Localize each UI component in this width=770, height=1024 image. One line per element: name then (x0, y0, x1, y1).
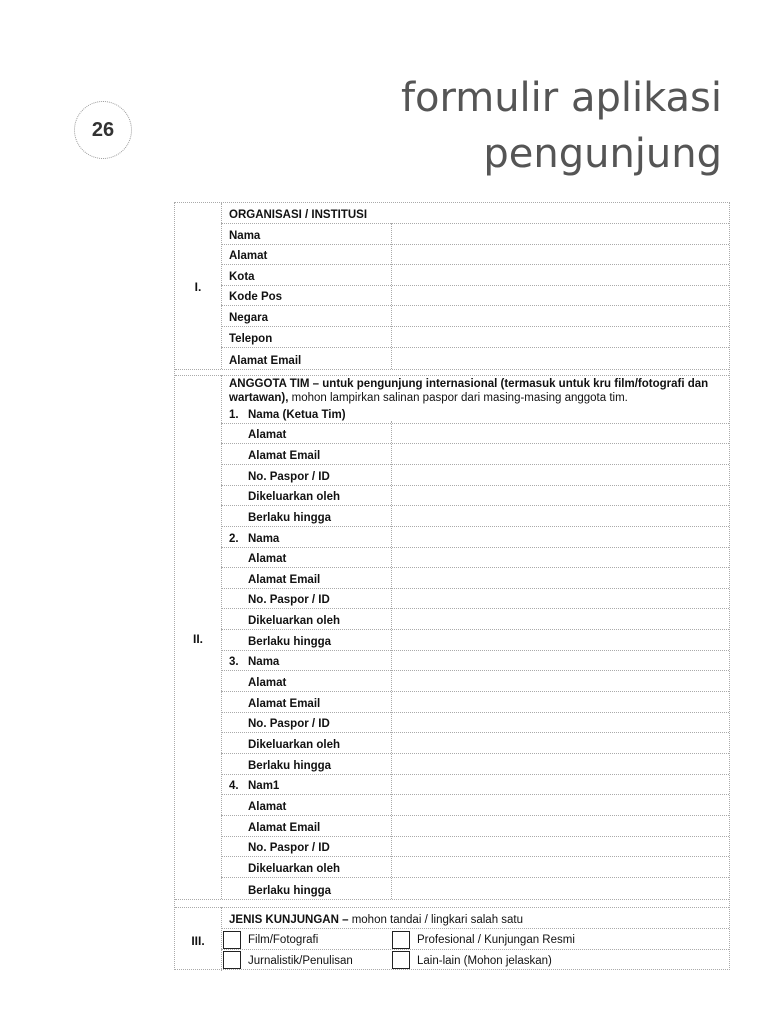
member-3-field-input[interactable] (391, 671, 729, 691)
member-4-name-label: Nam1 (248, 780, 280, 793)
option-other-label: Lain-lain (Mohon jelaskan) (417, 955, 552, 967)
section-separator-1b (175, 375, 729, 376)
member-3-name-row (221, 651, 729, 672)
member-2-field-label: Dikeluarkan oleh (248, 615, 341, 628)
section-2-intro (229, 377, 729, 405)
member-1-field-label: Berlaku hingga (248, 511, 332, 524)
member-1-field-row (221, 424, 729, 445)
section-3-header (229, 914, 523, 926)
member-1-field-label: Alamat Email (248, 449, 321, 462)
page-title (401, 70, 722, 182)
member-4-field-input[interactable] (391, 816, 729, 836)
section-3-header-row (221, 907, 729, 929)
page-number: 26 (74, 101, 132, 159)
member-1-name-row (221, 403, 729, 424)
member-2-field-input[interactable] (391, 630, 729, 650)
member-3-field-row (221, 671, 729, 692)
member-1-field-label: Alamat (248, 429, 287, 442)
member-3-field-input[interactable] (391, 692, 729, 712)
section-3-header-bold: JENIS KUNJUNGAN – (229, 914, 349, 926)
org-city-field[interactable] (391, 265, 729, 285)
member-4-field-input[interactable] (391, 795, 729, 815)
member-3-field-row (221, 713, 729, 734)
member-3-field-input[interactable] (391, 733, 729, 753)
member-4-field-label: Alamat Email (248, 821, 321, 834)
title-line-1: formulir aplikasi (400, 75, 722, 121)
member-4-field-row (221, 816, 729, 837)
section-3-header-rest: mohon tandai / lingkari salah satu (348, 914, 524, 926)
member-4-field-row (221, 878, 729, 899)
org-name-field[interactable] (391, 224, 729, 244)
member-3-field-input[interactable] (391, 754, 729, 774)
org-city-label: Kota (229, 270, 255, 283)
checkbox-film[interactable] (223, 931, 241, 949)
member-2-name-row (221, 527, 729, 548)
section-1-header-row (221, 203, 729, 224)
org-country-label: Negara (229, 311, 268, 324)
member-2-field-row (221, 610, 729, 631)
org-name-label: Nama (229, 229, 261, 242)
org-email-label: Alamat Email (229, 354, 302, 367)
member-2-field-label: Alamat (248, 553, 287, 566)
member-1-field-label: Dikeluarkan oleh (248, 491, 341, 504)
org-address-label: Alamat (229, 250, 268, 263)
member-3-field-label: Alamat Email (248, 697, 321, 710)
member-1-field-input[interactable] (391, 424, 729, 444)
org-postcode-field[interactable] (391, 286, 729, 306)
member-4-field-row (221, 795, 729, 816)
org-email-row (221, 348, 729, 369)
org-country-row (221, 306, 729, 327)
member-3-field-row (221, 692, 729, 713)
section-3-numeral: III. (191, 934, 205, 948)
member-4-field-row (221, 837, 729, 858)
member-4-field-label: Berlaku hingga (248, 884, 332, 897)
option-journalism-label: Jurnalistik/Penulisan (248, 955, 353, 967)
member-4-field-row (221, 857, 729, 878)
org-postcode-row (221, 286, 729, 307)
member-1-field-row (221, 486, 729, 507)
member-1-name-field[interactable] (391, 403, 729, 423)
member-1-field-input[interactable] (391, 465, 729, 485)
member-2-field-input[interactable] (391, 548, 729, 568)
checkbox-journalism[interactable] (223, 951, 241, 969)
member-2-name-field[interactable] (391, 527, 729, 547)
org-address-field[interactable] (391, 245, 729, 265)
member-2-name-label: Nama (248, 532, 280, 545)
member-3-name-label: Nama (248, 656, 280, 669)
member-1-field-row (221, 444, 729, 465)
member-1-field-row (221, 465, 729, 486)
section-2-header-bold: ANGGOTA TIM – untuk pengunjung internasional (termasuk untuk kru film/fotografi dan wartawan), (229, 378, 709, 404)
member-3-field-label: No. Paspor / ID (248, 718, 330, 731)
member-1-field-row (221, 506, 729, 527)
member-4-field-label: No. Paspor / ID (248, 842, 330, 855)
member-2-field-row (221, 630, 729, 651)
member-1-field-label: No. Paspor / ID (248, 470, 330, 483)
section-2-numeral: II. (192, 632, 203, 646)
checkbox-professional[interactable] (392, 931, 410, 949)
option-film-label: Film/Fotografi (248, 934, 319, 946)
section-separator-2 (175, 899, 729, 900)
member-2-field-label: Berlaku hingga (248, 635, 332, 648)
member-2-field-row (221, 548, 729, 569)
member-3-field-label: Dikeluarkan oleh (248, 739, 341, 752)
title-line-2: pengunjung (483, 131, 722, 177)
member-1-field-input[interactable] (391, 444, 729, 464)
member-3-field-label: Berlaku hingga (248, 759, 332, 772)
org-email-field[interactable] (391, 348, 729, 369)
member-3-field-row (221, 733, 729, 754)
org-name-row (221, 224, 729, 245)
section-2-header-rest: mohon lampirkan salinan paspor dari masing-masing anggota tim. (288, 392, 628, 404)
member-1-field-input[interactable] (391, 506, 729, 526)
member-4-field-label: Alamat (248, 800, 287, 813)
member-2-field-label: Alamat Email (248, 573, 321, 586)
member-3-field-label: Alamat (248, 677, 287, 690)
member-2-field-label: No. Paspor / ID (248, 594, 330, 607)
section-1-header: ORGANISASI / INSTITUSI (229, 209, 368, 221)
org-phone-field[interactable] (391, 327, 729, 347)
option-professional-label: Profesional / Kunjungan Resmi (417, 934, 575, 946)
section-separator-1 (175, 369, 729, 370)
member-4-field-input[interactable] (391, 857, 729, 877)
member-2-field-row (221, 568, 729, 589)
application-form (174, 202, 730, 970)
member-1-name-label: Nama (Ketua Tim) (248, 408, 346, 421)
member-4-name-field[interactable] (391, 775, 729, 795)
member-3-number: 3. (229, 656, 239, 669)
org-country-field[interactable] (391, 306, 729, 326)
member-1-field-input[interactable] (391, 486, 729, 506)
member-4-field-label: Dikeluarkan oleh (248, 862, 341, 875)
member-2-field-input[interactable] (391, 589, 729, 609)
member-4-field-input[interactable] (391, 837, 729, 857)
member-2-field-input[interactable] (391, 610, 729, 630)
checkbox-other[interactable] (392, 951, 410, 969)
org-postcode-label: Kode Pos (229, 291, 283, 304)
member-2-field-row (221, 589, 729, 610)
member-2-number: 2. (229, 532, 239, 545)
member-1-number: 1. (229, 408, 239, 421)
member-2-field-input[interactable] (391, 568, 729, 588)
org-phone-label: Telepon (229, 332, 273, 345)
member-3-field-row (221, 754, 729, 775)
member-3-name-field[interactable] (391, 651, 729, 671)
member-4-number: 4. (229, 780, 239, 793)
section-1-numeral: I. (194, 280, 202, 294)
org-city-row (221, 265, 729, 286)
org-phone-row (221, 327, 729, 348)
org-address-row (221, 245, 729, 266)
member-4-field-input[interactable] (391, 878, 729, 899)
member-3-field-input[interactable] (391, 713, 729, 733)
member-4-name-row (221, 775, 729, 796)
